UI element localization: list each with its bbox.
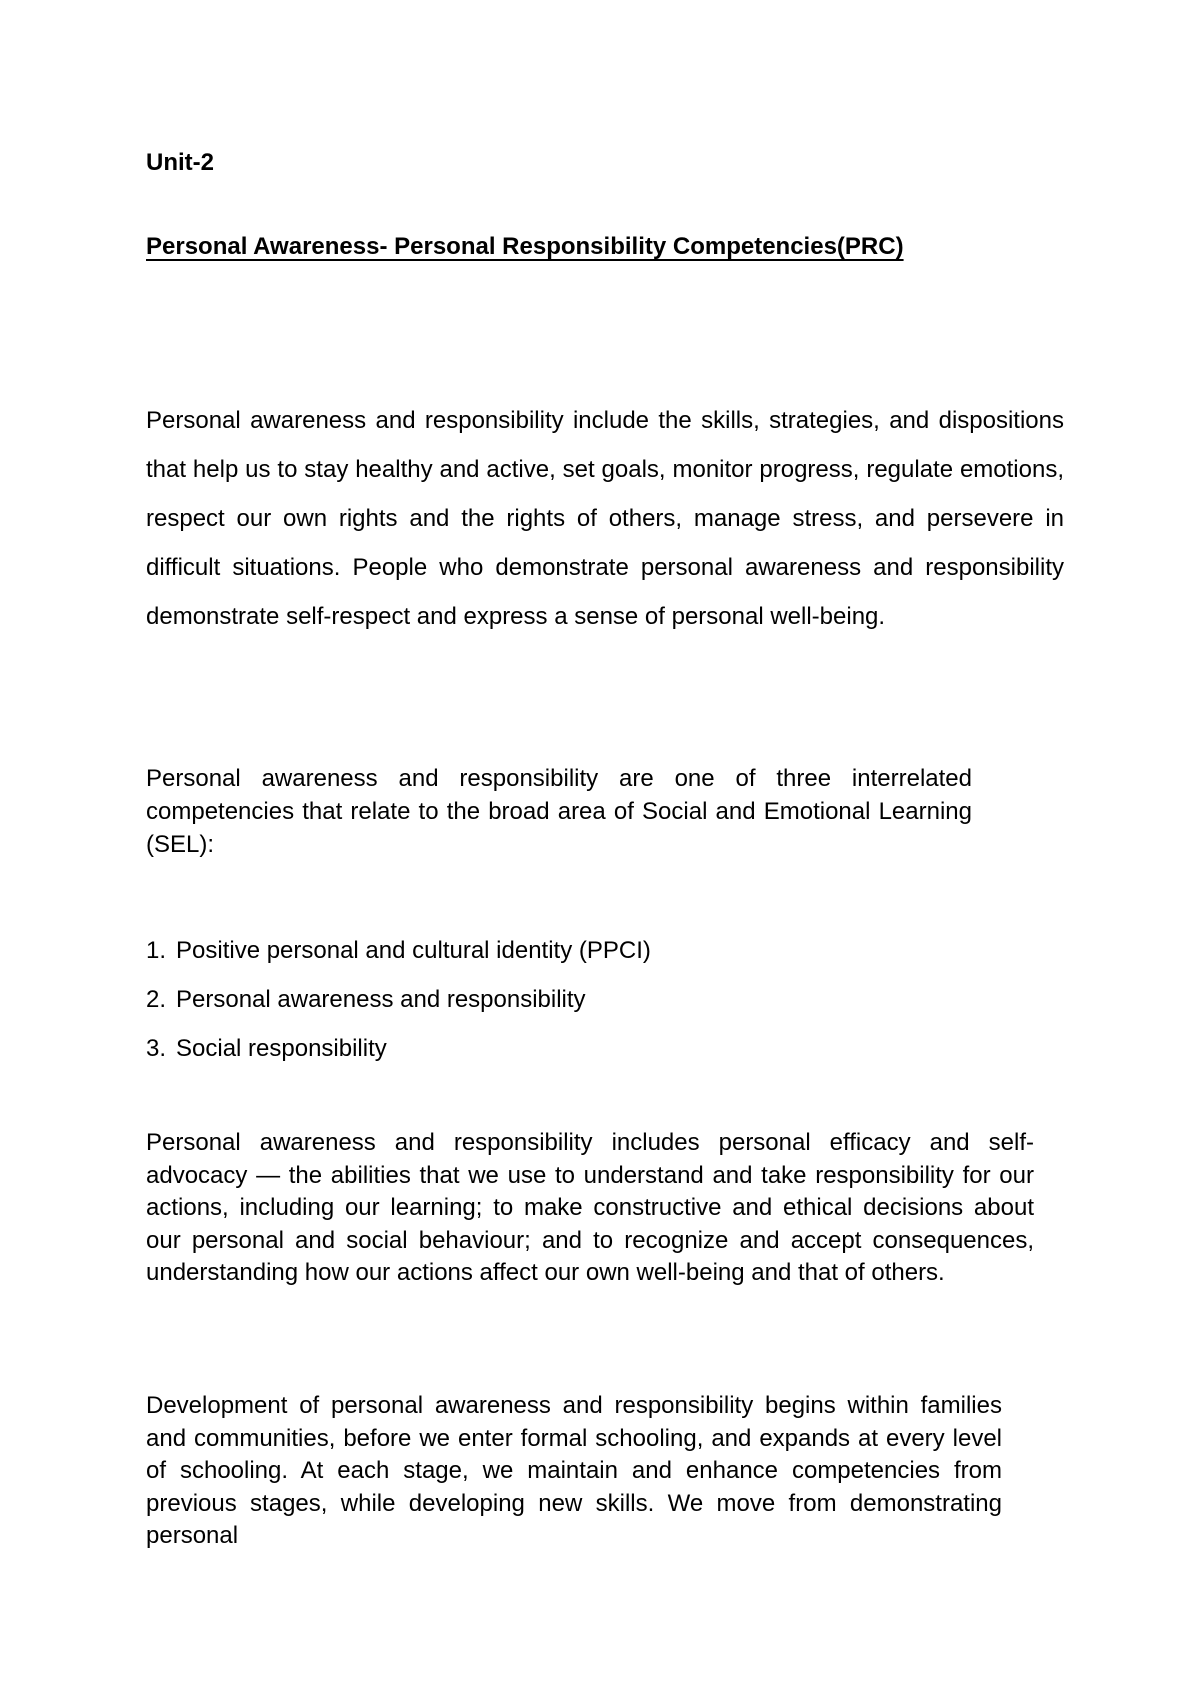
list-text: Positive personal and cultural identity (PPCI) <box>176 937 651 964</box>
list-item <box>146 1024 651 1073</box>
unit-label: Unit-2 <box>146 149 214 176</box>
list-number: 3. <box>146 1035 167 1062</box>
paragraph-development: Development of personal awareness and responsibility begins within families and communities, before we enter formal schooling, and expands at every level of schooling. At each stage, we maintain and enhance competencies from previous stages, while developing new skills. We move from demonstrating personal <box>146 1392 1002 1550</box>
list-number: 2. <box>146 986 167 1013</box>
list-text: Social responsibility <box>176 1035 387 1062</box>
list-number: 1. <box>146 937 167 964</box>
paragraph-sel-intro: Personal awareness and responsibility are one of three interrelated competencies that relate to the broad area of Social and Emotional Learning (SEL): <box>146 765 972 858</box>
paragraph-efficacy: Personal awareness and responsibility includes personal efficacy and self-advocacy — the abilities that we use to understand and take responsibility for our actions, including our learning; to make constructive and ethical decisions about our personal and social behaviour; and to recognize and accept consequences, understanding how our actions affect our own well-being and that of others. <box>146 1129 1034 1287</box>
paragraph-definition: Personal awareness and responsibility include the skills, strategies, and dispositions that help us to stay healthy and active, set goals, monitor progress, regulate emotions, respect our own rights and the rights of others, manage stress, and persevere in difficult situations. People who demonstrate personal awareness and responsibility demonstrate self-respect and express a sense of personal well-being. <box>146 407 1064 630</box>
list-item <box>146 975 651 1024</box>
section-heading: Personal Awareness- Personal Responsibility Competencies(PRC) <box>146 233 904 260</box>
list-item <box>146 926 651 975</box>
competencies-list <box>146 926 651 1073</box>
list-text: Personal awareness and responsibility <box>176 986 586 1013</box>
